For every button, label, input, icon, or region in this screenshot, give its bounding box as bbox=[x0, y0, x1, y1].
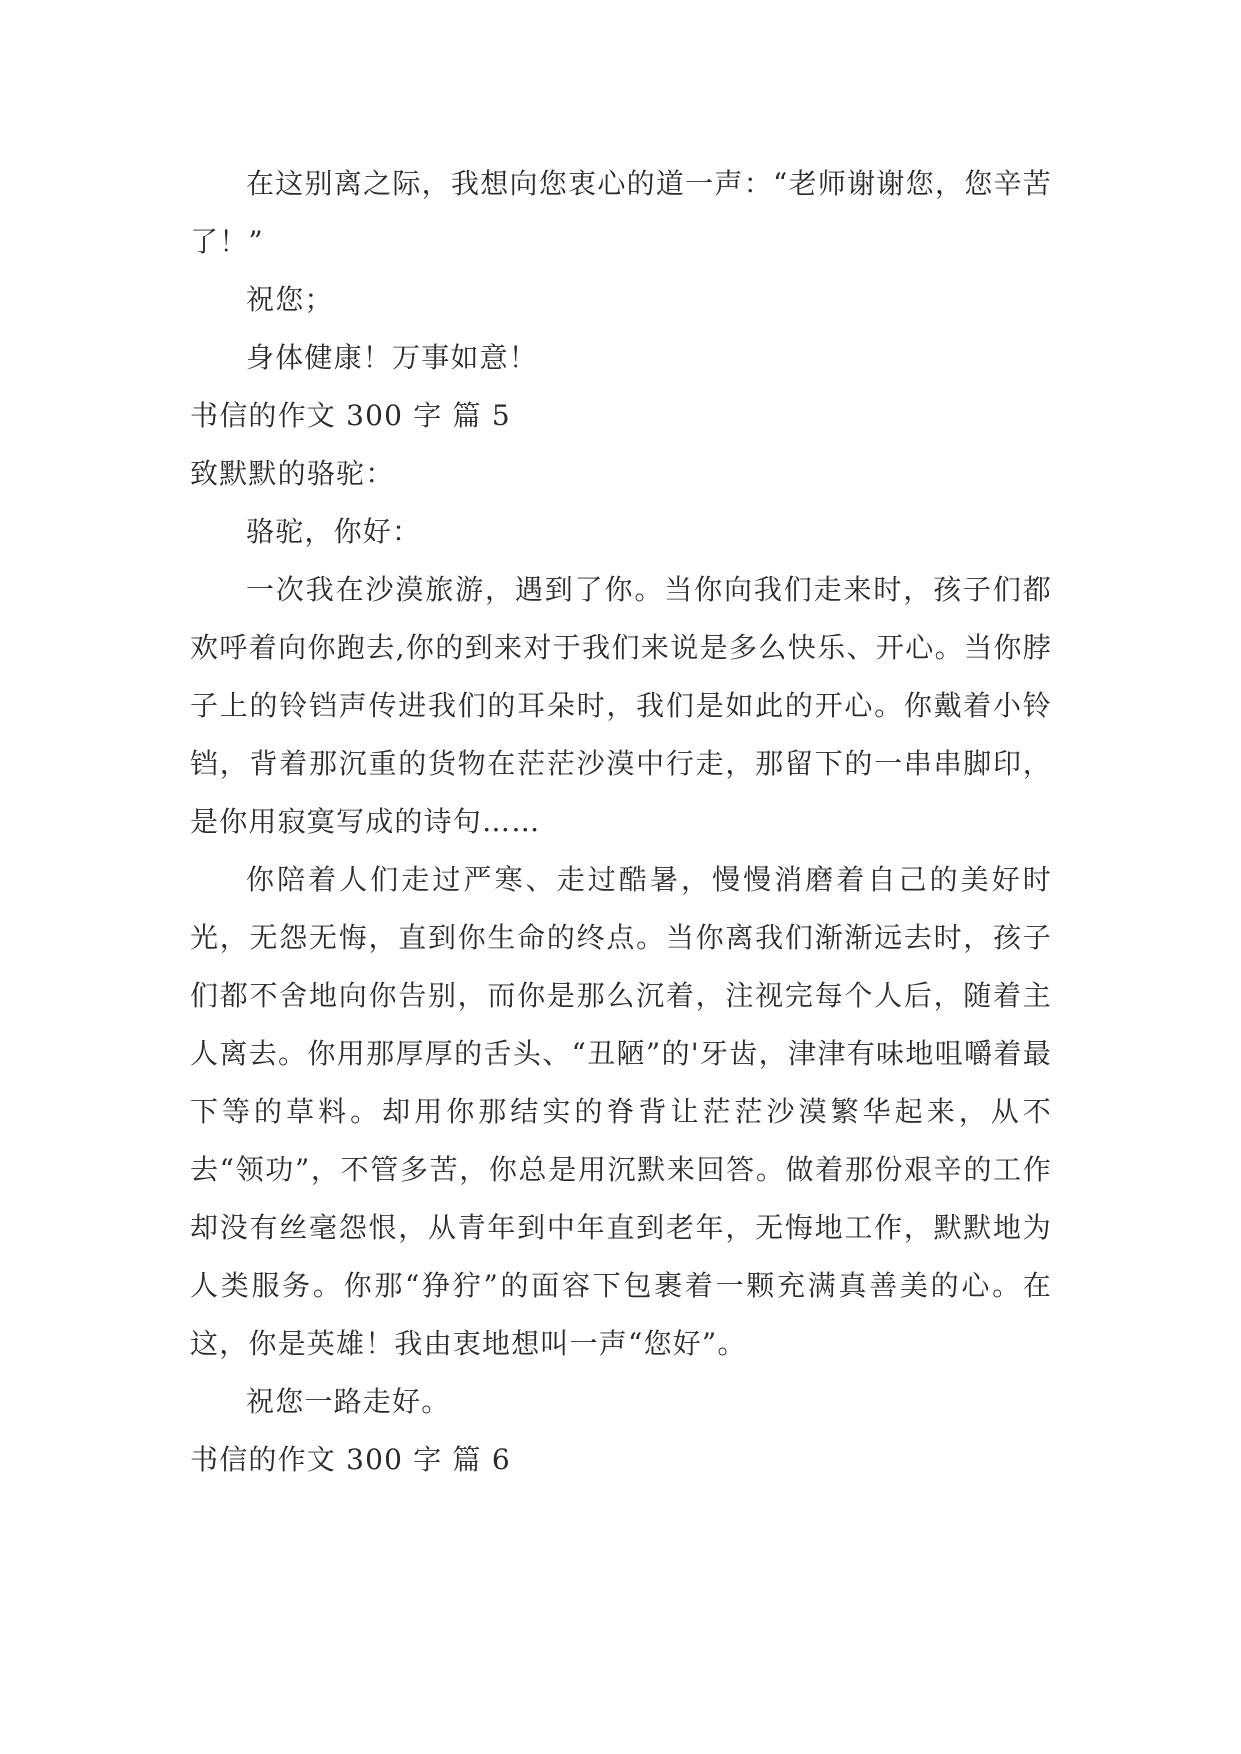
document-body bbox=[190, 155, 1052, 1489]
paragraph-desert-trip: 一次我在沙漠旅游，遇到了你。当你向我们走来时，孩子们都欢呼着向你跑去,你的到来对于我们来说是多么快乐、开心。当你脖子上的铃铛声传进我们的耳朵时，我们是如此的开心。你戴着小铃铛，背着那沉重的货物在茫茫沙漠中行走，那留下的一串串脚印，是你用寂寞写成的诗句…… bbox=[190, 573, 1052, 838]
letter-recipient: 致默默的骆驼： bbox=[190, 457, 395, 490]
letter-greeting: 骆驼，你好： bbox=[246, 515, 422, 548]
section-heading-5: 书信的作文 300 字 篇 5 bbox=[190, 399, 511, 432]
paragraph-wish-salutation: 祝您； bbox=[246, 283, 334, 316]
paragraph-farewell: 在这别离之际，我想向您衷心的道一声：“老师谢谢您，您辛苦了！” bbox=[190, 167, 1052, 258]
paragraph-wish-health: 身体健康！万事如意！ bbox=[246, 341, 539, 374]
paragraph-closing-wish: 祝您一路走好。 bbox=[246, 1385, 451, 1418]
section-heading-6: 书信的作文 300 字 篇 6 bbox=[190, 1443, 511, 1476]
paragraph-camel-praise: 你陪着人们走过严寒、走过酷暑，慢慢消磨着自己的美好时光，无怨无悔，直到你生命的终点。当你离我们渐渐远去时，孩子们都不舍地向你告别，而你是那么沉着，注视完每个人后，随着主人离去。你用那厚厚的舌头、“丑陋”的'牙齿，津津有味地咀嚼着最下等的草料。却用你那结实的脊背让茫茫沙漠繁华起来，从不去“领功”，不管多苦，你总是用沉默来回答。做着那份艰辛的工作却没有丝毫怨恨，从青年到中年直到老年，无悔地工作，默默地为人类服务。你那“狰狞”的面容下包裹着一颗充满真善美的心。在这，你是英雄！我由衷地想叫一声“您好”。 bbox=[190, 863, 1052, 1360]
